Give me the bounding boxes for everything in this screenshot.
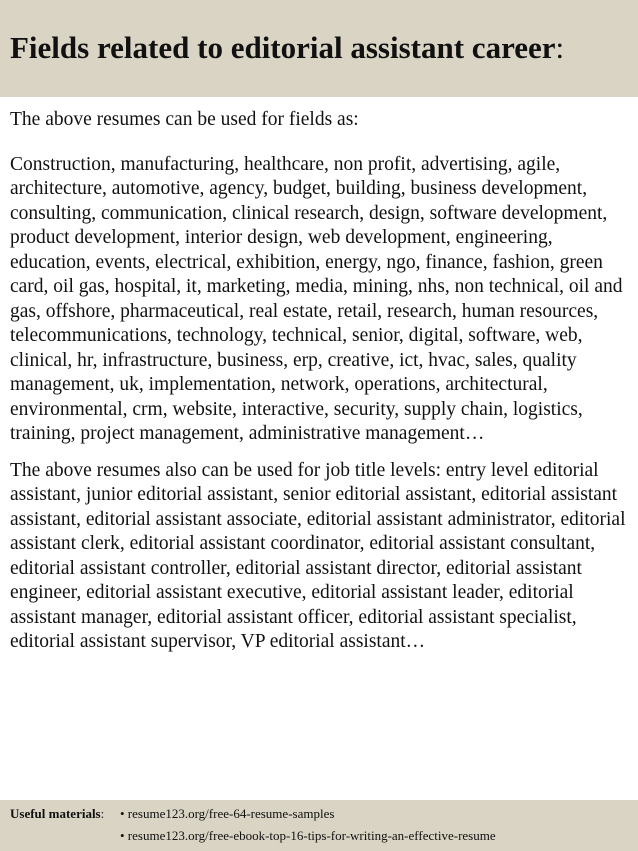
page-title [10, 28, 564, 68]
footer-band [0, 800, 638, 851]
intro-text: The above resumes can be used for fields as: [10, 109, 359, 130]
resume-samples-link[interactable]: • resume123.org/free-64-resume-samples [120, 806, 335, 821]
header-band [0, 0, 638, 97]
job-titles-paragraph: The above resumes also can be used for job title levels: entry level editorial assistant, junior editorial assistant, senior editorial assistant, editorial assistant assistant, editorial assistant associate, editorial assistant administrator, editorial assistant clerk, editorial assistant coordinator, editorial assistant consultant, editorial assistant controller, editorial assistant director, editorial assistant engineer, editorial assistant executive, editorial assistant leader, editorial assistant manager, editorial assistant officer, editorial assistant specialist, editorial assistant supervisor, VP editorial assistant… [10, 459, 626, 652]
useful-materials-label-text: Useful materials [10, 806, 101, 821]
fields-paragraph: Construction, manufacturing, healthcare, non profit, advertising, agile, architecture, automotive, agency, budget, building, business development, consulting, communication, clinical research, design, software development, product development, interior design, web development, engineering, education, events, electrical, exhibition, energy, ngo, finance, fashion, green card, oil gas, hospital, it, marketing, media, mining, nhs, non technical, oil and gas, offshore, pharmaceutical, real estate, retail, research, human resources, telecommunications, technology, technical, senior, digital, software, web, clinical, hr, infrastructure, business, erp, creative, ict, hvac, sales, quality management, uk, implementation, network, operations, architectural, environmental, crm, website, interactive, security, supply chain, logistics, training, project management, administrative management… [10, 153, 623, 444]
resume-ebook-link[interactable]: • resume123.org/free-ebook-top-16-tips-for-writing-an-effective-resume [120, 828, 496, 843]
main-content [10, 108, 634, 655]
page-title-text: Fields related to editorial assistant career [10, 30, 556, 65]
useful-materials-label-colon: : [100, 806, 105, 821]
page-title-colon: : [555, 30, 565, 65]
useful-materials-label [10, 806, 104, 822]
